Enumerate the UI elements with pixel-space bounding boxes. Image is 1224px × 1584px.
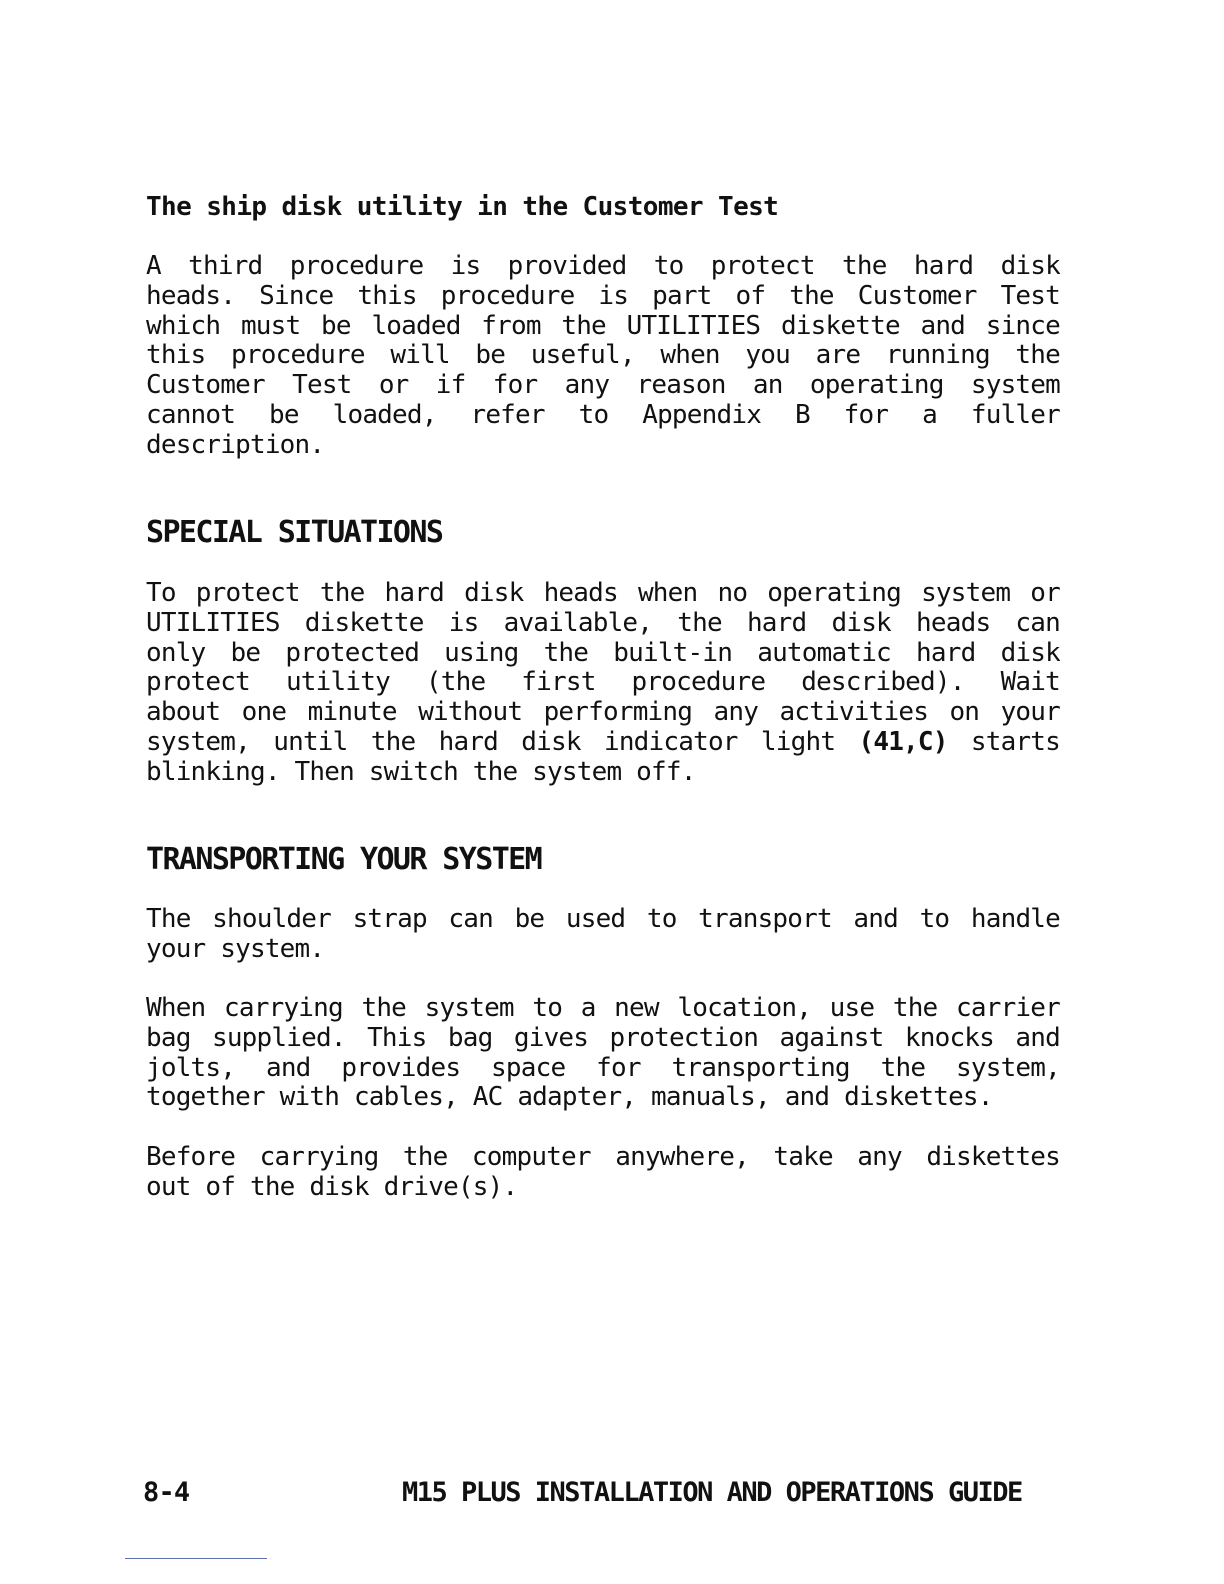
special-situations-heading: SPECIAL SITUATIONS xyxy=(146,515,443,550)
paragraph-line: which must be loaded from the UTILITIES diskette and since xyxy=(146,311,1060,341)
paragraph-line: out of the disk drive(s). xyxy=(146,1172,518,1202)
paragraph-line: cannot be loaded, refer to Appendix B for a fuller xyxy=(146,400,1060,430)
paragraph-line: your system. xyxy=(146,934,325,964)
paragraph-line: this procedure will be useful, when you are running the xyxy=(146,341,1060,371)
paragraph-line: Before carrying the computer anywhere, take any diskettes xyxy=(146,1143,1060,1172)
paragraph-line: description. xyxy=(146,430,325,460)
page-number: 8-4 xyxy=(143,1477,190,1508)
paragraph-line: blinking. Then switch the system off. xyxy=(146,757,696,787)
paragraph-line: together with cables, AC adapter, manuals, and diskettes. xyxy=(146,1083,993,1113)
paragraph-line: heads. Since this procedure is part of the Customer Test xyxy=(146,281,1060,311)
paragraph-line: bag supplied. This bag gives protection against knocks and xyxy=(146,1023,1060,1053)
ship-disk-paragraph xyxy=(146,252,1060,461)
line-text: starts xyxy=(970,727,1060,757)
paragraph-line: To protect the hard disk heads when no operating system or xyxy=(146,579,1060,608)
paragraph-line: When carrying the system to a new location, use the carrier xyxy=(146,994,1060,1023)
paragraph-line: The shoulder strap can be used to transport and to handle xyxy=(146,905,1060,934)
paragraph-line: about one minute without performing any activities on your xyxy=(146,698,1060,728)
transporting-paragraph-2 xyxy=(146,994,1060,1113)
line-text: system, until the hard disk indicator light xyxy=(146,727,836,757)
paragraph-line: only be protected using the built-in automatic hard disk xyxy=(146,638,1060,668)
paragraph-line: Customer Test or if for any reason an operating system xyxy=(146,371,1060,401)
paragraph-line: jolts, and provides space for transporting the system, xyxy=(146,1053,1060,1083)
paragraph-line: A third procedure is provided to protect the hard disk xyxy=(146,252,1060,281)
bottom-rule xyxy=(125,1558,267,1559)
paragraph-line: UTILITIES diskette is available, the hard disk heads can xyxy=(146,608,1060,638)
special-situations-paragraph xyxy=(146,579,1060,788)
running-footer-title: M15 PLUS INSTALLATION AND OPERATIONS GUIDE xyxy=(402,1477,1022,1508)
ship-disk-heading: The ship disk utility in the Customer Test xyxy=(146,192,779,222)
paragraph-line xyxy=(146,728,1060,758)
transporting-paragraph-3 xyxy=(146,1143,1060,1203)
paragraph-line: protect utility (the first procedure described). Wait xyxy=(146,668,1060,698)
indicator-reference: (41,C) xyxy=(858,727,948,757)
transporting-paragraph-1 xyxy=(146,905,1060,965)
transporting-heading: TRANSPORTING YOUR SYSTEM xyxy=(146,842,542,877)
